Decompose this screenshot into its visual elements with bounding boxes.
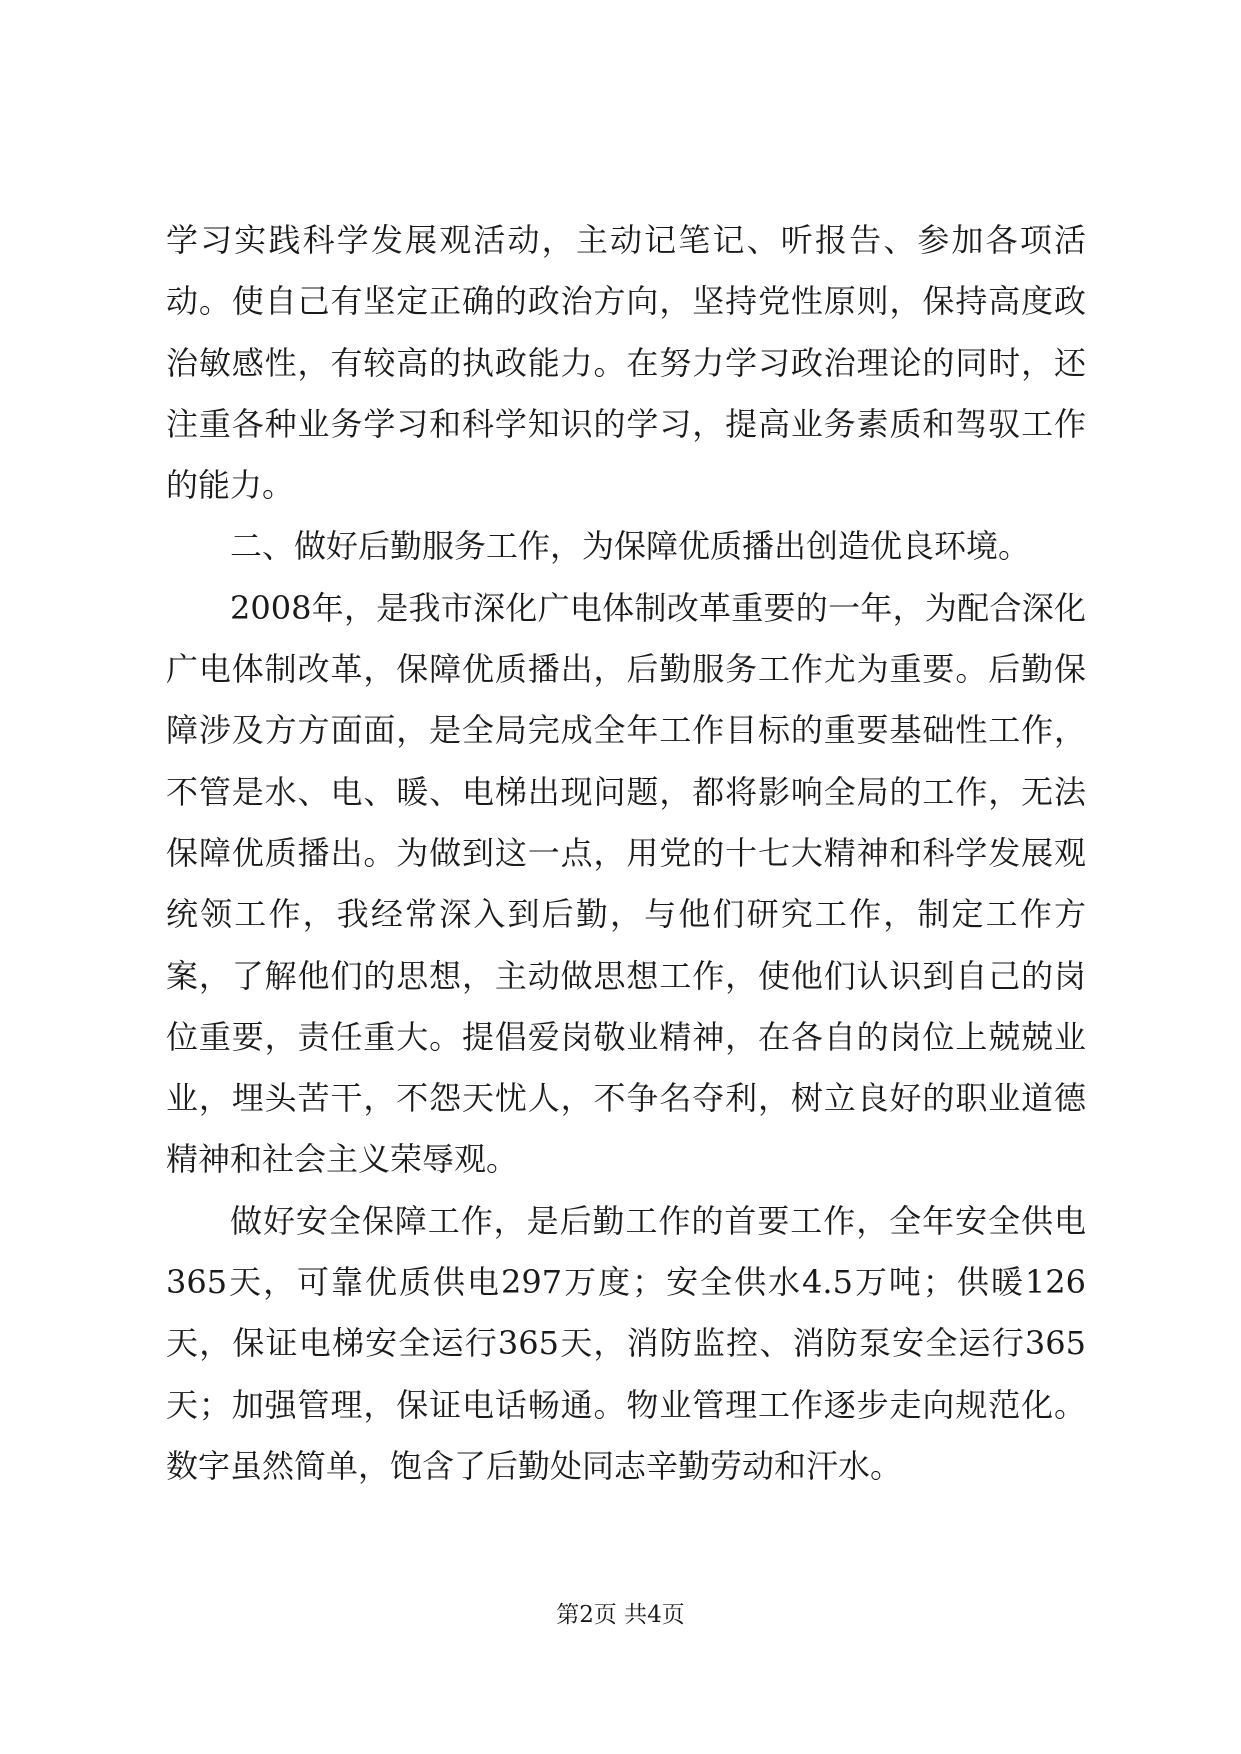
- page-footer: 第2页 共4页: [556, 1602, 685, 1628]
- paragraph-logistics-service: 2008年，是我市深化广电体制改革重要的一年，为配合深化广电体制改革，保障优质播出，后勤服务工作尤为重要。后勤保障涉及方方面面，是全局完成全年工作目标的重要基础性工作，不管是水、电、暖、电梯出现问题，都将影响全局的工作，无法保障优质播出。为做到这一点，用党的十七大精神和科学发展观统领工作，我经常深入到后勤，与他们研究工作，制定工作方案，了解他们的思想，主动做思想工作，使他们认识到自己的岗位重要，责任重大。提倡爱岗敬业精神，在各自的岗位上兢兢业业，埋头苦干，不怨天忧人，不争名夺利，树立良好的职业道德精神和社会主义荣辱观。: [166, 588, 1086, 1179]
- section-heading: 二、做好后勤服务工作，为保障优质播出创造优良环境。: [230, 527, 1031, 566]
- paragraph-continuation: 学习实践科学发展观活动，主动记笔记、听报告、参加各项活动。使自己有坚定正确的政治方向，坚持党性原则，保持高度政治敏感性，有较高的执政能力。在努力学习政治理论的同时，还注重各种业务学习和科学知识的学习，提高业务素质和驾驭工作的能力。: [166, 221, 1086, 505]
- paragraph-safety-guarantee: 做好安全保障工作，是后勤工作的首要工作，全年安全供电365天，可靠优质供电297万度；安全供水4.5万吨；供暖126天，保证电梯安全运行365天，消防监控、消防泵安全运行365天；加强管理，保证电话畅通。物业管理工作逐步走向规范化。数字虽然简单，饱含了后勤处同志辛勤劳动和汗水。: [166, 1201, 1086, 1485]
- document-body: [166, 210, 1086, 1497]
